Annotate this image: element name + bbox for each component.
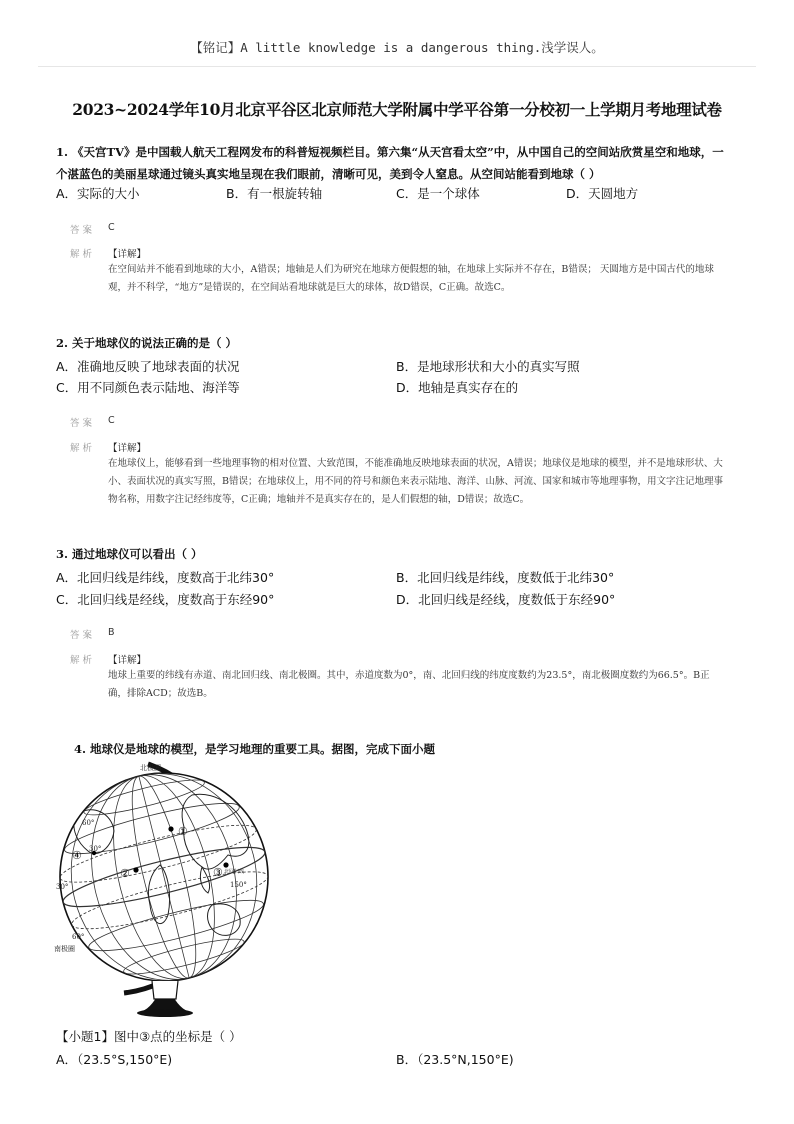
globe-stand-neck <box>152 981 178 999</box>
question-1-stem: 1. 《天宫TV》是中国载人航天工程网发布的科普短视频栏目。第六集“从天宫看太空”中，从中国自己的空间站欣赏星空和地球，一个湛蓝色的美丽星球通过镜头真实地呈现在我们眼前，清晰可见，美到令人窒息。从空间站能看到地球（ ） <box>56 145 724 181</box>
q4-sub1-stem: 【小题1】图中③点的坐标是（ ） <box>56 1029 242 1044</box>
tropic-label: 北回归线 <box>224 869 245 875</box>
q2-analysis-text: 在地球仪上，能够看到一些地理事物的相对位置、大致范围，不能准确地反映地球表面的状况，A错误；地球仪是地球的模型，并不是地球形状、大小、表面状况的真实写照，B错误；在地球仪上，用不同的符号和颜色来表示陆地、海洋、山脉、河流、国家和城市等地理事物，用文字注记地理事物名称，用数字注记经纬度等，C正确；地轴并不是真实存在的，是人们假想的轴，D错误；故选C。 <box>108 458 723 505</box>
question-4-stem: 4. 地球仪是地球的模型，是学习地理的重要工具。据图，完成下面小题 <box>74 742 436 756</box>
q1-option-d: D．天圆地方 <box>566 186 639 201</box>
point-1-label: ① <box>178 825 188 838</box>
q3-analysis-label: 解析 <box>70 655 96 666</box>
q2-answer-label: 答案 <box>70 418 96 429</box>
lon-150-label: 150° <box>230 881 247 889</box>
lat-30-label: 30° <box>89 845 102 853</box>
q2-option-c: C．用不同颜色表示陆地、海洋等 <box>56 380 240 395</box>
q3-answer-label: 答案 <box>70 630 96 641</box>
page-title: 2023~2024学年10月北京平谷区北京师范大学附属中学平谷第一分校初一上学期月考地理试卷 <box>72 100 722 119</box>
q1-option-a: A．实际的大小 <box>56 186 140 201</box>
question-3-stem: 3. 通过地球仪可以看出（ ） <box>56 547 203 561</box>
q4-sub1-option-a: A．（23.5°S,150°E) <box>56 1052 173 1067</box>
lat-60s-label: 60° <box>72 933 85 941</box>
q2-option-b: B．是地球形状和大小的真实写照 <box>396 359 580 374</box>
q1-analysis-label: 解析 <box>70 249 96 260</box>
point-2-marker <box>133 867 138 872</box>
q1-detail-heading: 【详解】 <box>108 249 147 260</box>
point-3-label: ③ <box>213 866 223 879</box>
q2-option-a: A．准确地反映了地球表面的状况 <box>56 359 240 374</box>
globe-figure <box>52 755 292 1025</box>
q3-answer-value: B <box>108 627 115 638</box>
point-3-marker <box>223 862 228 867</box>
header-motto: 【铭记】A little knowledge is a dangerous thing.浅学误人。 <box>190 40 604 55</box>
q4-sub1-option-b: B．（23.5°N,150°E) <box>396 1052 514 1067</box>
q2-detail-heading: 【详解】 <box>108 443 147 454</box>
q1-option-c: C．是一个球体 <box>396 186 480 201</box>
q2-analysis-label: 解析 <box>70 443 96 454</box>
q1-answer-label: 答案 <box>70 225 96 236</box>
arctic-circle-label: 北极圈 <box>140 764 161 772</box>
point-2-label: ② <box>120 867 130 880</box>
header-divider <box>38 66 756 67</box>
point-4-label: ④ <box>72 849 82 862</box>
question-2-stem: 2. 关于地球仪的说法正确的是（ ） <box>56 336 238 350</box>
lat-60-label: 60° <box>82 819 95 827</box>
q3-option-b: B．北回归线是纬线，度数低于北纬30° <box>396 570 615 585</box>
q3-option-c: C．北回归线是经线，度数高于东经90° <box>56 592 275 607</box>
globe-stand-foot <box>137 1009 193 1017</box>
point-1-marker <box>168 826 173 831</box>
q3-analysis-text: 地球上重要的纬线有赤道、南北回归线、南北极圈。其中，赤道度数为0°，南、北回归线的纬度度数约为23.5°，南北极圈度数约为66.5°。B正确，排除ACD；故选B。 <box>108 670 710 699</box>
antarctic-circle-label: 南极圈 <box>54 945 75 953</box>
q2-option-d: D．地轴是真实存在的 <box>396 380 519 395</box>
q3-detail-heading: 【详解】 <box>108 655 147 666</box>
q3-option-a: A．北回归线是纬线，度数高于北纬30° <box>56 570 275 585</box>
q1-option-b: B．有一根旋转轴 <box>226 186 323 201</box>
q3-option-d: D．北回归线是经线，度数低于东经90° <box>396 592 616 607</box>
q1-analysis-text: 在空间站并不能看到地球的大小，A错误；地轴是人们为研究在地球方便假想的轴，在地球上实际并不存在，B错误； 天圆地方是中国古代的地球观，并不科学，“地方”是错误的，在空间站看地球就是巨大的球体，故D错误，C正确。故选C。 <box>108 264 714 293</box>
lat-30s-label: 30° <box>56 883 69 891</box>
q2-answer-value: C <box>108 415 115 426</box>
q1-answer-value: C <box>108 222 115 233</box>
